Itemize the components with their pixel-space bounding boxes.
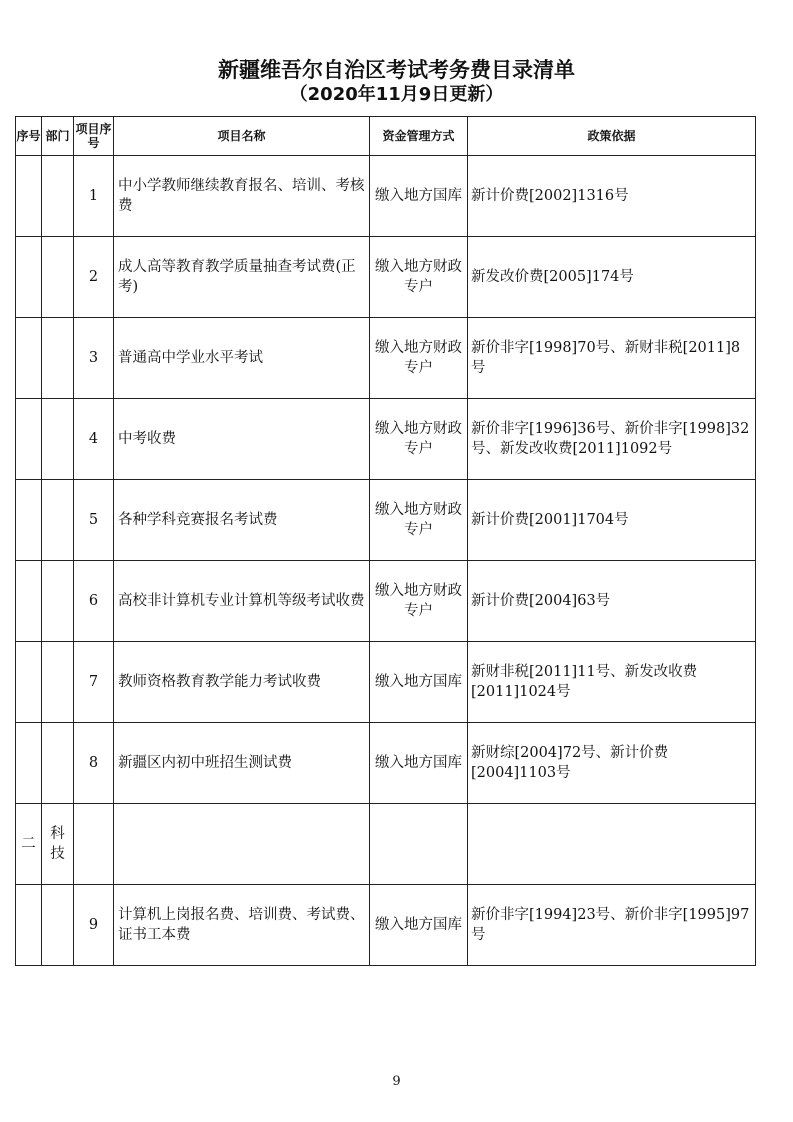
section-dept-line1: 科 [50, 826, 65, 842]
cell-policy: 新计价费[2002]1316号 [468, 156, 756, 237]
section-row [16, 804, 756, 885]
cell-dept [42, 480, 74, 561]
cell-fund-mgmt [370, 804, 468, 885]
cell-seq [16, 156, 42, 237]
cell-policy: 新发改价费[2005]174号 [468, 237, 756, 318]
page-number: 9 [392, 1074, 401, 1089]
cell-item-name: 普通高中学业水平考试 [114, 318, 370, 399]
cell-dept [42, 399, 74, 480]
header-fund-mgmt: 资金管理方式 [370, 117, 468, 156]
cell-item-seq: 5 [74, 480, 114, 561]
cell-item-seq: 4 [74, 399, 114, 480]
cell-seq [16, 237, 42, 318]
section-seq: 二 [16, 804, 42, 885]
header-item-seq: 项目序号 [74, 117, 114, 156]
cell-item-seq: 2 [74, 237, 114, 318]
cell-item-seq: 8 [74, 723, 114, 804]
cell-item-name: 教师资格教育教学能力考试收费 [114, 642, 370, 723]
cell-seq [16, 885, 42, 966]
cell-item-name: 各种学科竞赛报名考试费 [114, 480, 370, 561]
cell-policy: 新价非字[1998]70号、新财非税[2011]8号 [468, 318, 756, 399]
cell-fund-mgmt: 缴入地方财政专户 [370, 561, 468, 642]
cell-seq [16, 399, 42, 480]
table-row [16, 237, 756, 318]
table-row [16, 318, 756, 399]
cell-item-name: 中考收费 [114, 399, 370, 480]
document-subtitle: （2020年11月9日更新） [289, 84, 504, 105]
cell-fund-mgmt: 缴入地方财政专户 [370, 399, 468, 480]
cell-dept [42, 318, 74, 399]
cell-item-seq: 9 [74, 885, 114, 966]
cell-fund-mgmt: 缴入地方财政专户 [370, 237, 468, 318]
cell-item-seq: 7 [74, 642, 114, 723]
cell-policy: 新财非税[2011]11号、新发改收费[2011]1024号 [468, 642, 756, 723]
cell-seq [16, 723, 42, 804]
cell-dept [42, 156, 74, 237]
table-row [16, 399, 756, 480]
cell-policy: 新价非字[1994]23号、新价非字[1995]97号 [468, 885, 756, 966]
cell-dept [42, 723, 74, 804]
table-row [16, 723, 756, 804]
cell-seq [16, 561, 42, 642]
cell-fund-mgmt: 缴入地方国库 [370, 156, 468, 237]
table-header-row [16, 117, 756, 156]
cell-dept [42, 237, 74, 318]
cell-fund-mgmt: 缴入地方财政专户 [370, 480, 468, 561]
fee-table [15, 116, 756, 966]
section-dept-line2: 技 [50, 846, 65, 862]
cell-item-seq: 6 [74, 561, 114, 642]
cell-item-name: 中小学教师继续教育报名、培训、考核费 [114, 156, 370, 237]
cell-item-seq [74, 804, 114, 885]
section-dept [42, 804, 74, 885]
cell-dept [42, 642, 74, 723]
cell-item-name: 计算机上岗报名费、培训费、考试费、证书工本费 [114, 885, 370, 966]
cell-fund-mgmt: 缴入地方国库 [370, 723, 468, 804]
cell-item-name: 成人高等教育教学质量抽查考试费(正考) [114, 237, 370, 318]
cell-item-name: 高校非计算机专业计算机等级考试收费 [114, 561, 370, 642]
table-row [16, 885, 756, 966]
cell-policy: 新价非字[1996]36号、新价非字[1998]32号、新发改收费[2011]1092号 [468, 399, 756, 480]
cell-policy [468, 804, 756, 885]
cell-seq [16, 642, 42, 723]
cell-dept [42, 561, 74, 642]
table-row [16, 480, 756, 561]
table-row [16, 642, 756, 723]
cell-item-name: 新疆区内初中班招生测试费 [114, 723, 370, 804]
table-row [16, 561, 756, 642]
cell-fund-mgmt: 缴入地方财政专户 [370, 318, 468, 399]
cell-fund-mgmt: 缴入地方国库 [370, 642, 468, 723]
table-row [16, 156, 756, 237]
header-seq: 序号 [16, 117, 42, 156]
cell-seq [16, 318, 42, 399]
header-policy: 政策依据 [468, 117, 756, 156]
cell-fund-mgmt: 缴入地方国库 [370, 885, 468, 966]
cell-item-seq: 1 [74, 156, 114, 237]
cell-seq [16, 480, 42, 561]
cell-dept [42, 885, 74, 966]
cell-item-seq: 3 [74, 318, 114, 399]
document-title: 新疆维吾尔自治区考试考务费目录清单 [218, 58, 575, 82]
cell-item-name [114, 804, 370, 885]
cell-policy: 新计价费[2001]1704号 [468, 480, 756, 561]
header-dept: 部门 [42, 117, 74, 156]
cell-policy: 新计价费[2004]63号 [468, 561, 756, 642]
cell-policy: 新财综[2004]72号、新计价费[2004]1103号 [468, 723, 756, 804]
header-item-name: 项目名称 [114, 117, 370, 156]
